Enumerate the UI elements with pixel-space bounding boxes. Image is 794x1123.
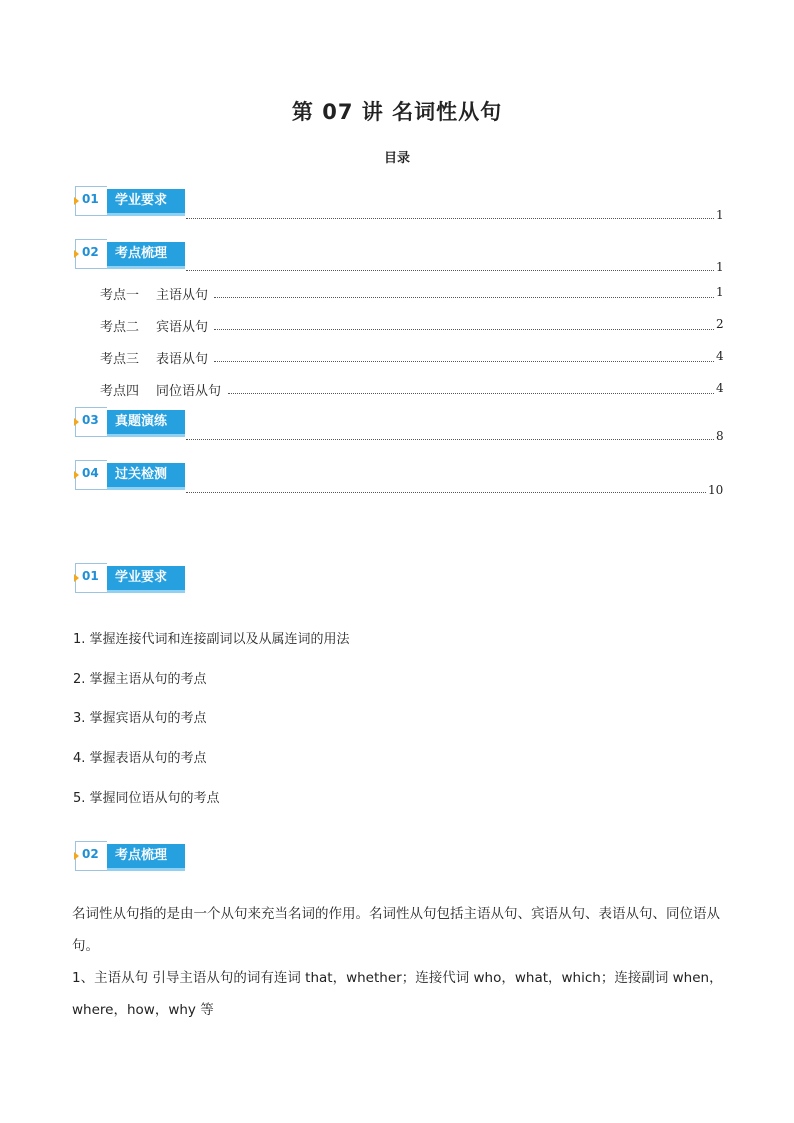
section-label: 考点梳理 — [107, 242, 185, 266]
toc-section-badge-03[interactable] — [75, 407, 185, 437]
toc-page-number: 10 — [708, 483, 724, 497]
arrow-icon — [74, 471, 79, 479]
section-label: 考点梳理 — [107, 844, 185, 868]
section-label: 学业要求 — [107, 566, 185, 590]
toc-subitem-3[interactable] — [100, 348, 208, 367]
subitem-label: 表语从句 — [156, 352, 209, 367]
toc-leader — [186, 270, 714, 271]
subitem-label: 主语从句 — [156, 288, 209, 303]
toc-heading: 目录 — [383, 151, 410, 166]
toc-subitem-2[interactable] — [100, 316, 208, 335]
section-label: 真题演练 — [107, 410, 185, 434]
requirement-item: 5. 掌握同位语从句的考点 — [73, 791, 220, 806]
section-number: 03 — [82, 413, 99, 427]
toc-subitem-1[interactable] — [100, 284, 208, 303]
section-header-02 — [75, 841, 185, 871]
requirement-item: 4. 掌握表语从句的考点 — [73, 751, 207, 766]
section-label: 过关检测 — [107, 463, 185, 487]
arrow-icon — [74, 852, 79, 860]
toc-leader — [186, 439, 714, 440]
subitem-label: 宾语从句 — [156, 320, 209, 335]
subitem-index: 考点三 — [100, 352, 140, 367]
requirement-item: 1. 掌握连接代词和连接副词以及从属连词的用法 — [73, 632, 350, 647]
section-number: 01 — [82, 569, 99, 583]
arrow-icon — [74, 197, 79, 205]
section-header-01 — [75, 563, 185, 593]
toc-page-number: 8 — [716, 429, 724, 443]
arrow-icon — [74, 250, 79, 258]
toc-section-badge-01[interactable] — [75, 186, 185, 216]
toc-leader — [214, 361, 714, 362]
toc-page-number: 1 — [716, 208, 724, 222]
section-number: 04 — [82, 466, 99, 480]
toc-section-badge-04[interactable] — [75, 460, 185, 490]
arrow-icon — [74, 574, 79, 582]
requirement-item: 3. 掌握宾语从句的考点 — [73, 711, 207, 726]
section-number: 02 — [82, 847, 99, 861]
section-number: 02 — [82, 245, 99, 259]
toc-page-number: 1 — [716, 285, 724, 299]
requirement-item: 2. 掌握主语从句的考点 — [73, 672, 207, 687]
subitem-index: 考点四 — [100, 384, 140, 399]
section-number: 01 — [82, 192, 99, 206]
subject-clause-paragraph: 1、主语从句 引导主语从句的词有连词 that，whether；连接代词 who，what，which；连接副词 when，where，how，why 等 — [72, 970, 723, 1018]
subitem-index: 考点一 — [100, 288, 140, 303]
toc-subitem-4[interactable] — [100, 380, 221, 399]
intro-paragraph: 名词性从句指的是由一个从句来充当名词的作用。名词性从句包括主语从句、宾语从句、表语从句、同位语从句。 — [72, 906, 720, 954]
subitem-index: 考点二 — [100, 320, 140, 335]
toc-leader — [186, 492, 706, 493]
arrow-icon — [74, 418, 79, 426]
toc-leader — [186, 218, 714, 219]
toc-leader — [214, 329, 714, 330]
toc-page-number: 4 — [716, 381, 724, 395]
toc-page-number: 2 — [716, 317, 724, 331]
toc-page-number: 4 — [716, 349, 724, 363]
toc-leader — [228, 393, 714, 394]
page-title: 第 07 讲 名词性从句 — [291, 100, 503, 124]
toc-page-number: 1 — [716, 260, 724, 274]
section-label: 学业要求 — [107, 189, 185, 213]
subitem-label: 同位语从句 — [156, 384, 222, 399]
toc-section-badge-02[interactable] — [75, 239, 185, 269]
toc-leader — [214, 297, 714, 298]
